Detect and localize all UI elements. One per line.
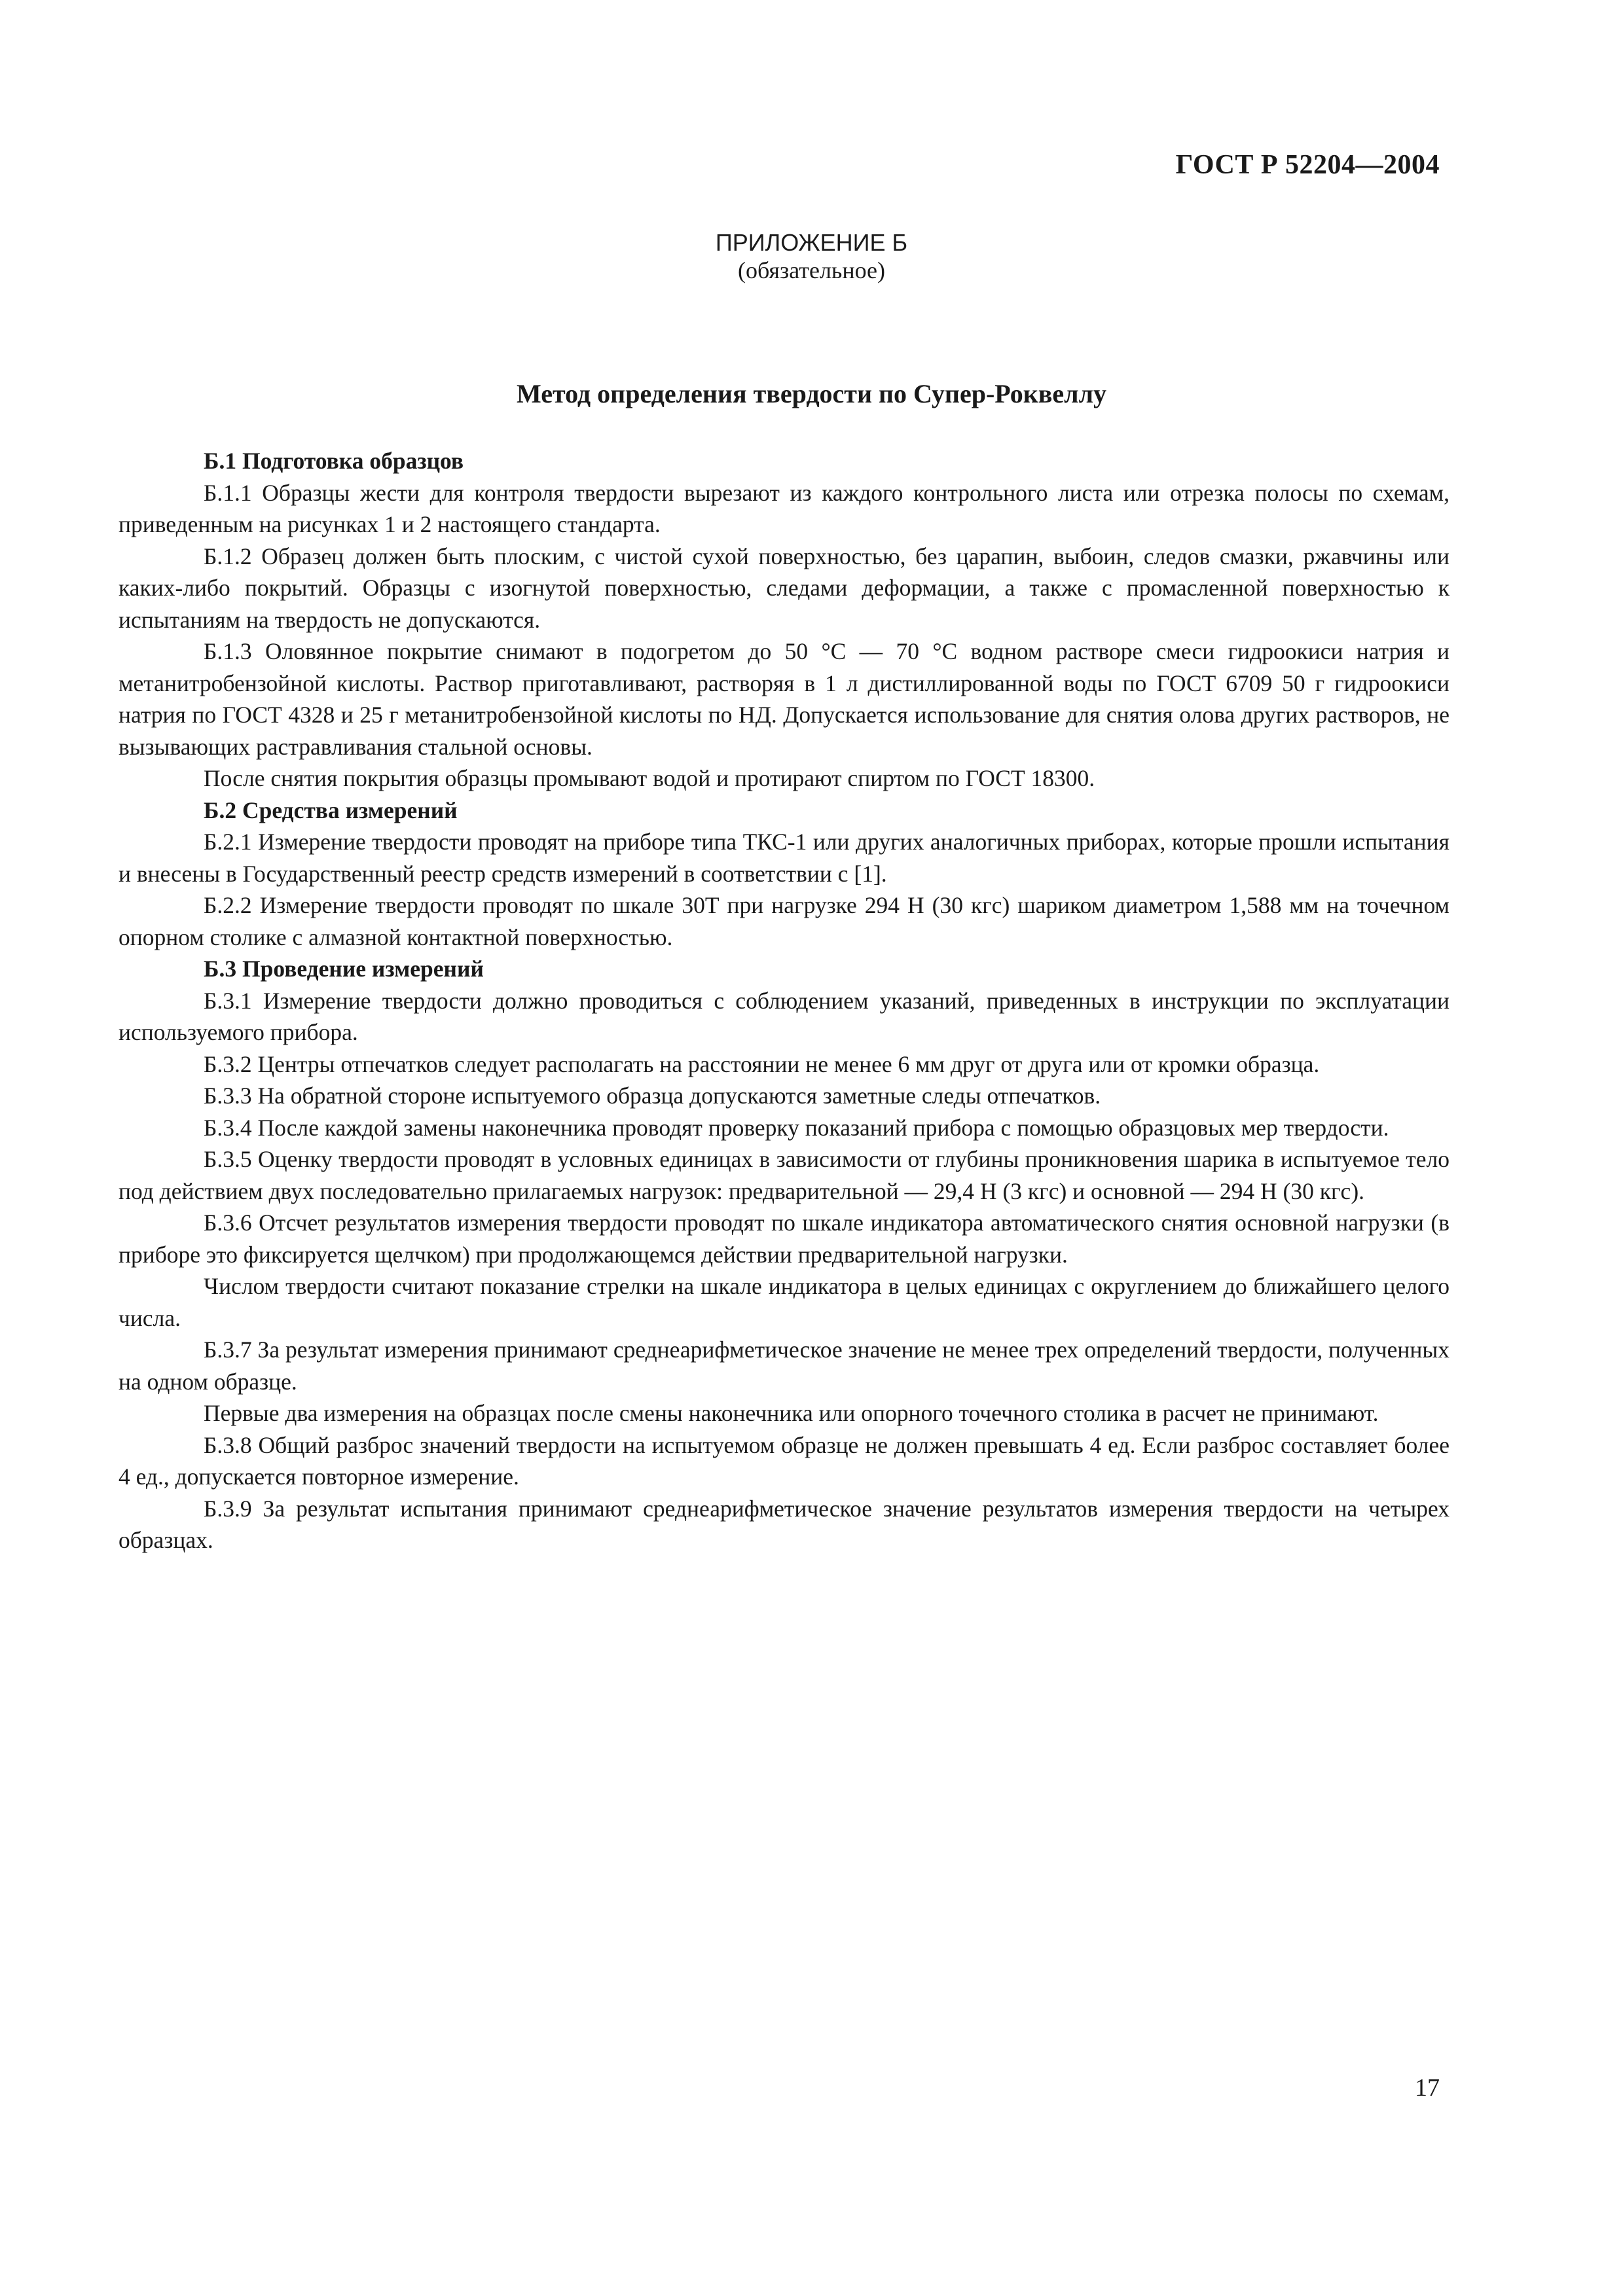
document-id: ГОСТ Р 52204—2004: [1175, 150, 1440, 180]
paragraph: Б.3.2 Центры отпечатков следует располагать на расстоянии не менее 6 мм друг от друга или от кромки образца.: [204, 1050, 1320, 1077]
subsection-heading: Б.1 Подготовка образцов: [204, 448, 464, 474]
paragraph: Б.3.7 За результат измерения принимают среднеарифметическое значение не менее трех определений твердости, полученных на одном образце.: [119, 1336, 1450, 1395]
appendix-heading: [0, 229, 1623, 284]
paragraph: Б.3.5 Оценку твердости проводят в условных единицах в зависимости от глубины проникновения шарика в испытуемое тело под действием двух последовательно прилагаемых нагрузок: предварительной — 29,4 Н (3 кгс) и основной — 294 Н (30 кгс).: [119, 1146, 1450, 1204]
paragraph: Б.3.4 После каждой замены наконечника проводят проверку показаний прибора с помощью образцовых мер твердости.: [204, 1114, 1389, 1141]
paragraph: Б.2.2 Измерение твердости проводят по шкале 30Т при нагрузке 294 Н (30 кгс) шариком диаметром 1,588 мм на точечном опорном столике с алмазной контактной поверхностью.: [119, 892, 1450, 950]
paragraph: Первые два измерения на образцах после смены наконечника или опорного точечного столика в расчет не принимают.: [204, 1400, 1379, 1426]
paragraph: Б.3.8 Общий разброс значений твердости на испытуемом образце не должен превышать 4 ед. Если разброс составляет более 4 ед., допускается повторное измерение.: [119, 1431, 1450, 1490]
appendix-subtitle: (обязательное): [738, 257, 885, 283]
body-text: [119, 445, 1450, 1556]
paragraph: Б.3.6 Отсчет результатов измерения твердости проводят по шкале индикатора автоматического снятия основной нагрузки (в приборе это фиксируется щелчком) при продолжающемся действии предварительной нагрузки.: [119, 1210, 1450, 1268]
paragraph: Б.2.1 Измерение твердости проводят на приборе типа ТКС-1 или других аналогичных приборах, которые прошли испытания и внесены в Государственный реестр средств измерений в соответствии с [1].: [119, 829, 1450, 887]
paragraph: Б.3.3 На обратной стороне испытуемого образца допускаются заметные следы отпечатков.: [204, 1083, 1101, 1109]
paragraph: Б.1.3 Оловянное покрытие снимают в подогретом до 50 °С — 70 °С водном растворе смеси гидроокиси натрия и метанитробензойной кислоты. Раствор приготавливают, растворяя в 1 л дистиллированной воды по ГОСТ 6709 50 г гидроокиси натрия по ГОСТ 4328 и 25 г метанитробензойной кислоты по НД. Допускается использование для снятия олова других растворов, не вызывающих растравливания стальной основы.: [119, 638, 1450, 760]
subsection-heading: Б.2 Средства измерений: [204, 797, 458, 823]
paragraph: Числом твердости считают показание стрелки на шкале индикатора в целых единицах с округлением до ближайшего целого числа.: [119, 1273, 1450, 1331]
paragraph: Б.1.1 Образцы жести для контроля твердости вырезают из каждого контрольного листа или отрезка полосы по схемам, приведенным на рисунках 1 и 2 настоящего стандарта.: [119, 479, 1450, 537]
section-title: Метод определения твердости по Супер-Роквеллу: [516, 379, 1107, 408]
subsection-heading: Б.3 Проведение измерений: [204, 956, 484, 982]
page-number: 17: [1415, 2074, 1440, 2102]
appendix-title: ПРИЛОЖЕНИЕ Б: [715, 229, 908, 256]
paragraph: После снятия покрытия образцы промывают водой и протирают спиртом по ГОСТ 18300.: [204, 765, 1095, 791]
paragraph: Б.3.9 За результат испытания принимают среднеарифметическое значение результатов измерения твердости на четырех образцах.: [119, 1495, 1450, 1553]
paragraph: Б.3.1 Измерение твердости должно проводиться с соблюдением указаний, приведенных в инструкции по эксплуатации используемого прибора.: [119, 987, 1450, 1045]
paragraph: Б.1.2 Образец должен быть плоским, с чистой сухой поверхностью, без царапин, выбоин, следов смазки, ржавчины или каких-либо покрытий. Образцы с изогнутой поверхностью, следами деформации, а также с промасленной поверхностью к испытаниям на твердость не допускаются.: [119, 543, 1450, 633]
